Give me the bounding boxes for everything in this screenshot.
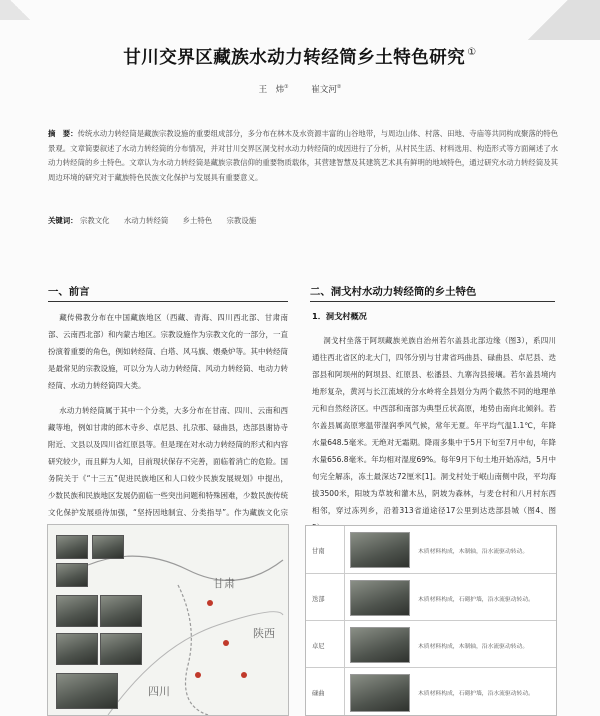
keyword: 宗教设施 [226, 216, 257, 225]
keyword: 乡土特色 [182, 216, 213, 225]
table-row: 迭部 木质材料构成，石砌护墙，沿水流驱动转动。 [306, 573, 556, 620]
table-row: 卓尼 木质材料构成，木制轴，沿水流驱动转动。 [306, 620, 556, 667]
author-line [0, 83, 600, 95]
section-2-subheading: 1．洞戈村概况 [312, 311, 367, 321]
paragraph: 洞戈村坐落于阿坝藏族羌族自治州若尔盖县北部边缘（图3），系四川通往西北省区的北大门，四邻分别与甘肃省玛曲县、碌曲县、卓尼县、迭部县和阿坝州的阿坝县、红原县、松潘县、九寨沟县接壤。若尔盖县境内地形复杂，黄河与长江流域的分水岭将全县划分为两个截然不同的地理单元和自然经济区。中西部和南部为典型丘状高原，地势由南向北倾斜。若尔盖县属高原寒温带湿润季风气候，常年无夏。年平均气温1.1℃，年降水量648.5毫米。无绝对无霜期。降雨多集中于5月下旬至7月中旬，年降水量656.8毫米。年均相对湿度69%。每年9月下旬土地开始冻结，5月中旬完全解冻，冻土最深达72厘米[1]。洞戈村处于岷山南侧中段，平均海拔3500米，阳坡为草坡和灌木丛，阴坡为森林，与麦仓村和八月村东西相邻，穿过冻列乡，沿着313省道途径17公里到达迭部县城（图4、图 [312, 336, 556, 515]
abstract [48, 127, 558, 185]
table-row: 甘南 木质材料构成，木制轴，沿水流驱动转动。 [306, 526, 556, 572]
keywords-label: 关键词： [48, 216, 78, 225]
table-divider [344, 526, 345, 715]
table-row: 碌曲 木质材料构成，石砌护墙，沿水流驱动转动。 [306, 667, 556, 716]
site-marker [195, 672, 201, 678]
prayer-wheel-photo [350, 532, 410, 568]
section-2-body [312, 332, 556, 544]
keyword: 宗教文化 [79, 216, 110, 225]
province-border [88, 556, 283, 580]
section-1-rule [48, 301, 288, 302]
paper-title: 甘川交界区藏族水动力转经筒乡土特色研究 ① [123, 47, 477, 68]
prayer-wheel-photo [350, 674, 410, 712]
author-2: 崔文河② [311, 84, 342, 95]
author-1: 王 炜① [258, 84, 289, 95]
prayer-wheel-photo [350, 627, 410, 663]
location-photo [92, 535, 124, 559]
province-border [178, 585, 208, 715]
paragraph: 藏传佛教分布在中国藏族地区（西藏、青海、四川西北部、甘肃南部、云南西北部）和内蒙古地区。宗教设施作为宗教文化的一部分，一直扮演着重要的角色，例如转经筒、白塔、风马旗、煨桑炉等。其中转经筒是最常见的宗教设施，可以分为人动力转经筒、风动力转经筒、电动力转经筒、水动力转经筒四大类。 [48, 313, 288, 390]
prayer-wheel-table-figure [305, 525, 557, 716]
title-footnote-mark: ① [467, 47, 477, 58]
section-1-body [48, 309, 288, 546]
site-marker [207, 600, 213, 606]
map-label-gansu: 甘肃 [213, 577, 235, 590]
distribution-map-figure [47, 524, 289, 716]
keywords [48, 215, 558, 226]
abstract-label: 摘 要： [48, 129, 78, 138]
section-1-heading: 一、前言 [48, 286, 90, 298]
map-label-sichuan: 四川 [148, 685, 170, 698]
scan-shadow-top-right [520, 0, 600, 40]
location-photo [100, 633, 142, 665]
section-2-heading: 二、洞戈村水动力转经筒的乡土特色 [310, 286, 477, 298]
site-marker [241, 672, 247, 678]
location-photo [100, 595, 142, 627]
paragraph: 水动力转经筒属于其中一个分类，大多分布在甘南、四川、云南和西藏等地，例如甘肃的郎木寺乡、卓尼县、扎尕那、碌曲县，迭部县谢协寺附近、文县以及四川省红原县等。但是现在对水动力转经筒的形式和内容研究较少，而且鲜为人知，目前现状保存不完善，面临着消亡的危险。国务院关于《“十三五”促进民族地区和人口较少民族发展规划》中提出，少数民族和民族地区发展仍面临一些突出问题和特殊困难，少数民族传统文化保护发展亟待加强，“坚持因地制宜、分类指导”。作为藏族文化宗 [48, 406, 288, 517]
location-photo [56, 673, 118, 709]
abstract-text: 传统水动力转经筒是藏族宗教设施的重要组成部分，多分布在林木及水资源丰富的山谷地带，与周边山体、村落、田地、寺庙等共同构成聚落的特色景观。文章简要叙述了水动力转经筒的分布情况，并对甘川交界区洞戈村水动力转经筒的成因进行了分析，从村民生活、材料选用、构造形式等方面阐述了水动力转经筒的乡土特色。文章认为水动力转经筒是藏族宗教信仰的重要物质载体，其营建智慧及其建筑艺术具有鲜明的地域特色，通过研究水动力转经筒及其周边环境的研究对于藏族特色民族文化保护与发展具有重要意义。 [48, 129, 558, 182]
map-label-shaanxi: 陕西 [253, 627, 275, 640]
location-photo [56, 535, 88, 559]
location-photo [56, 633, 98, 665]
location-photo [56, 595, 98, 627]
location-photo [56, 563, 88, 587]
site-marker [223, 640, 229, 646]
scan-shadow-top-left [0, 0, 40, 20]
section-2-rule [310, 301, 555, 302]
prayer-wheel-photo [350, 580, 410, 616]
keyword: 水动力转经筒 [123, 216, 169, 225]
